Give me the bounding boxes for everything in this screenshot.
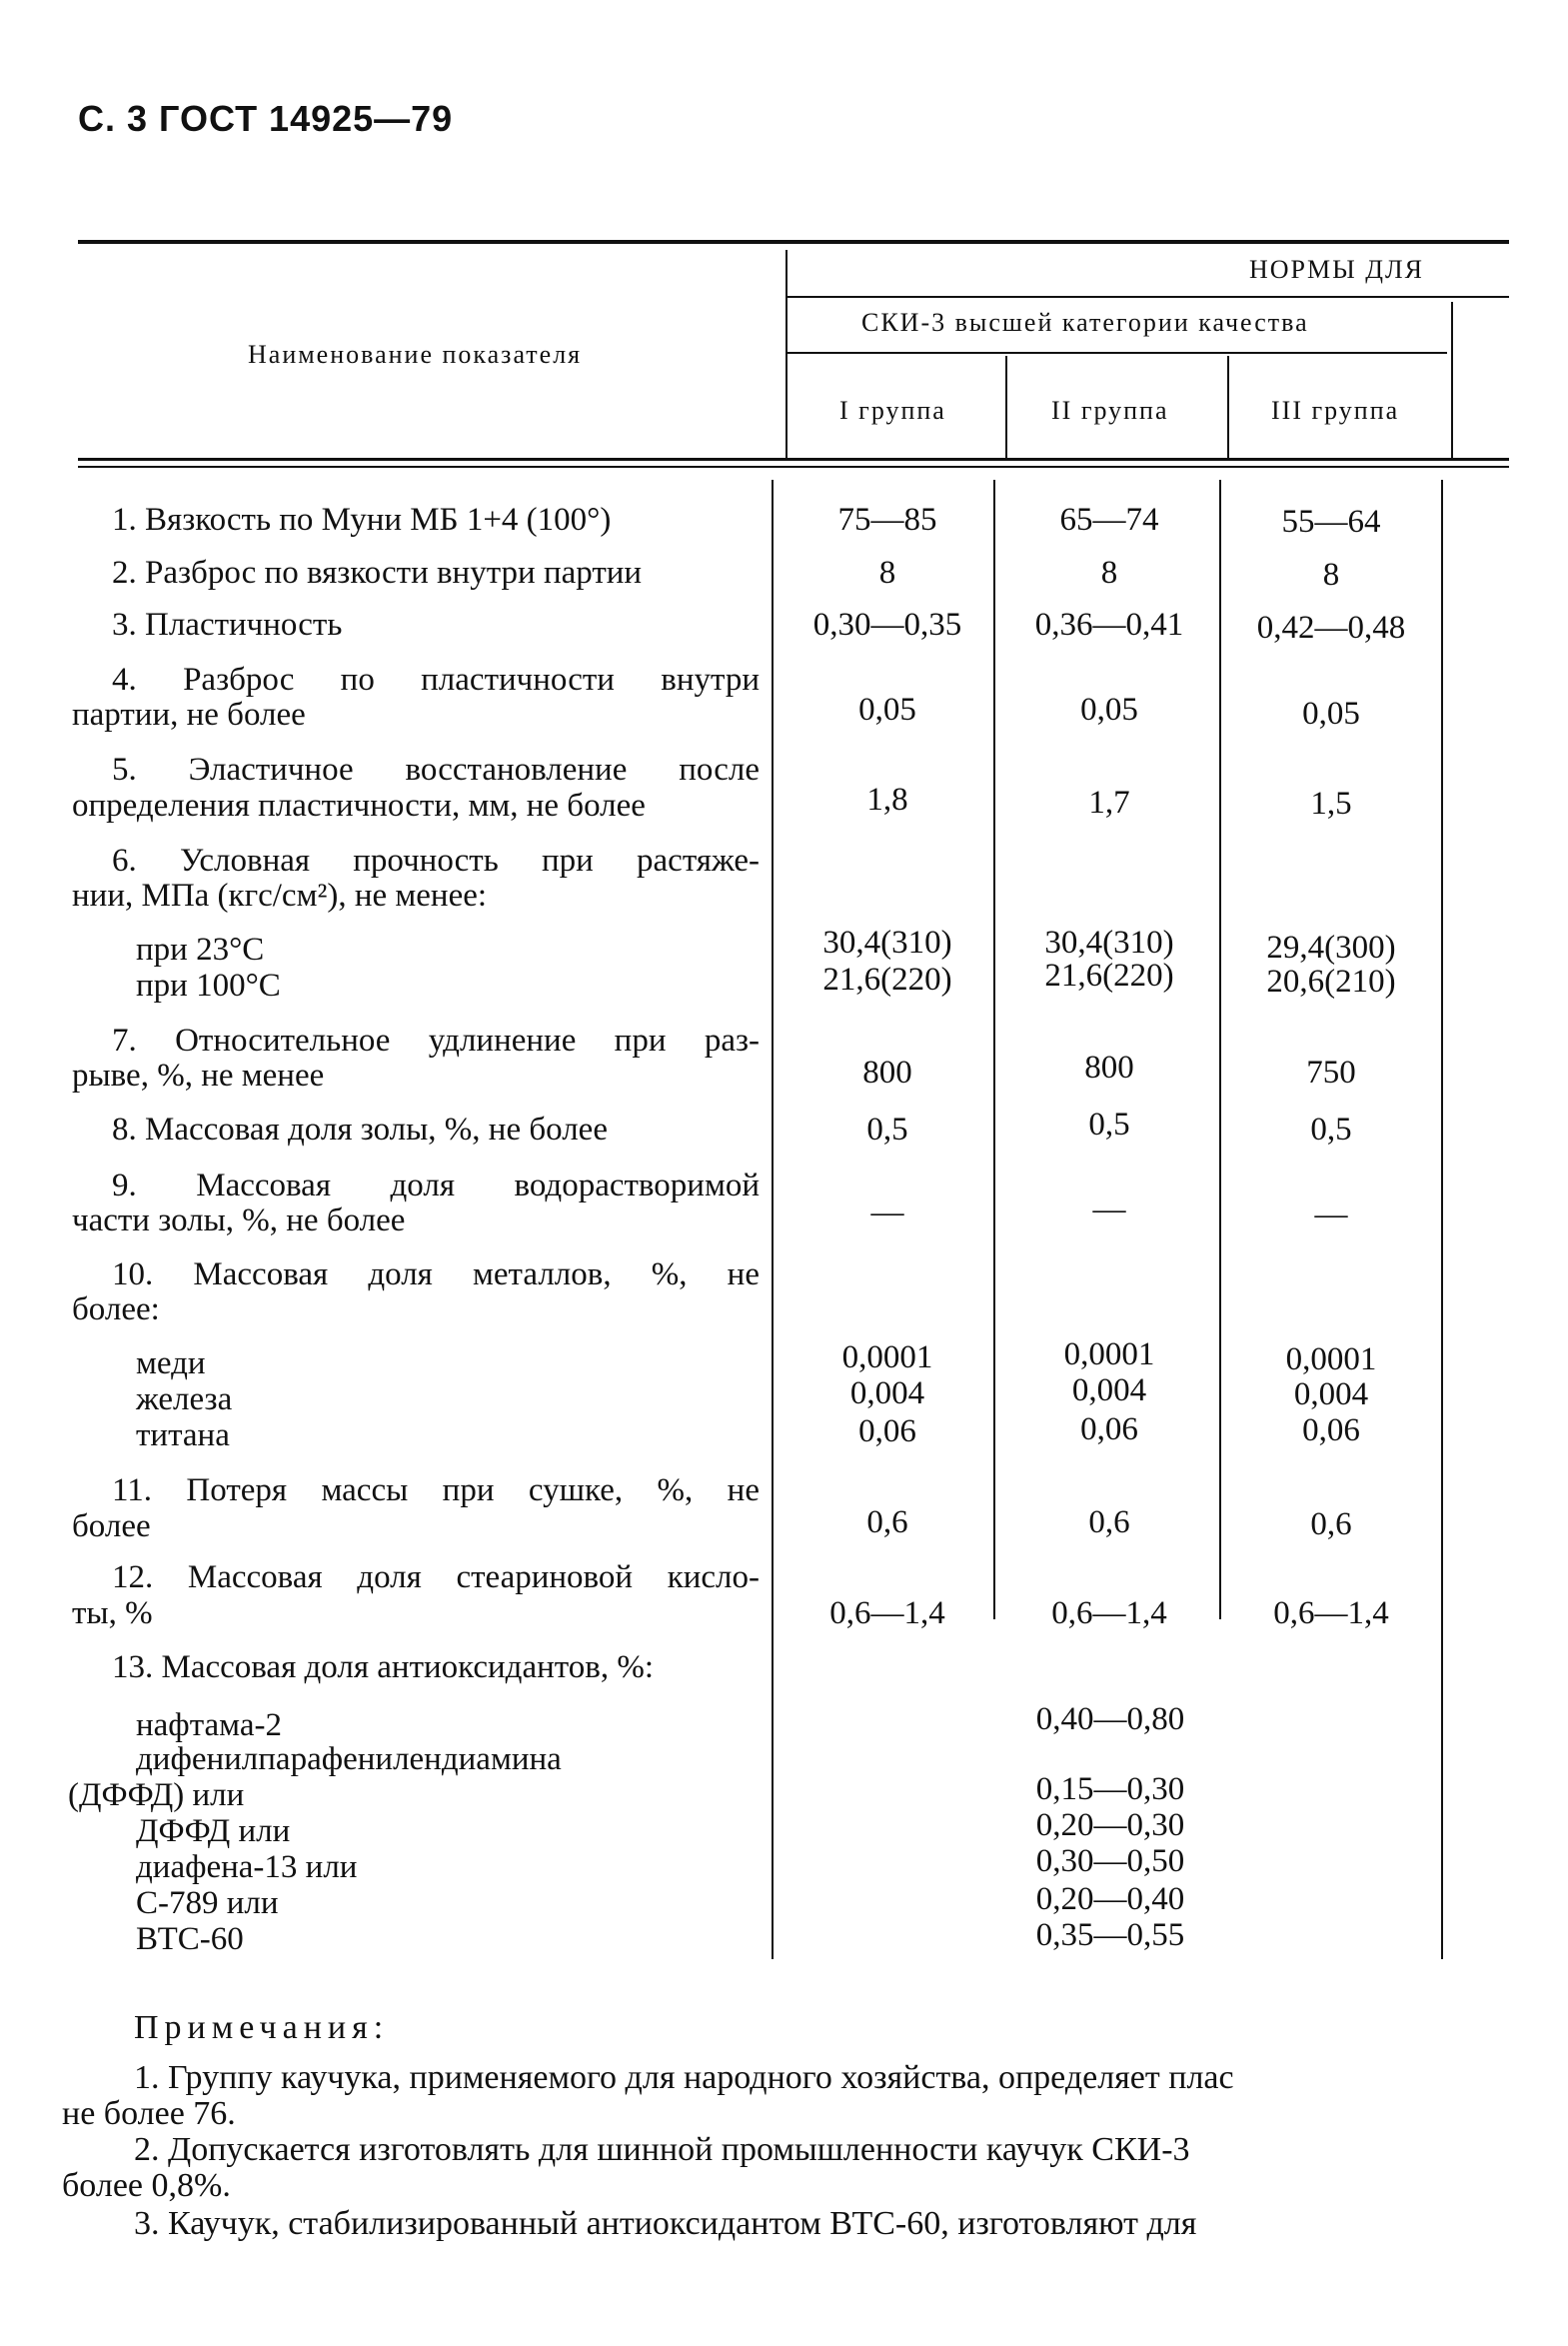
- row-8-label: 8. Массовая доля золы, %, не более: [112, 1112, 608, 1148]
- row-13a-value-2: 0,15—0,30: [1035, 1771, 1185, 1807]
- column-header-name: Наименование показателя: [248, 340, 583, 369]
- row-3-value-2: 0,36—0,41: [1034, 607, 1184, 643]
- row-8-value-1: 0,5: [866, 1112, 908, 1148]
- row-9-value-1: —: [870, 1194, 904, 1230]
- row-8-value-2: 0,5: [1088, 1107, 1130, 1143]
- row-13a-label-4: ДФФД или: [136, 1813, 291, 1849]
- category-underline: [787, 352, 1447, 354]
- row-2-value-2: 8: [1100, 555, 1118, 591]
- row-5-value-1: 1,8: [866, 782, 908, 818]
- notes-heading: Примечания:: [134, 2009, 390, 2046]
- row-5-label-line-1: [112, 752, 760, 789]
- row-12-label-line-2: ты, %: [72, 1595, 153, 1631]
- row-13a-label-1: нафтама-2: [136, 1707, 282, 1743]
- row-4-label-text-1: 4. Разброс по пластичности внутри: [112, 662, 760, 698]
- note-2-line-2: более 0,8%.: [62, 2167, 231, 2204]
- row-3-value-1: 0,30—0,35: [812, 607, 962, 643]
- row-5-label-text-1: 5. Эластичное восстановление после: [112, 752, 760, 788]
- row-6a-value-2b: 21,6(220): [1044, 958, 1174, 994]
- row-10-label-line-1: [112, 1256, 760, 1293]
- row-5-value-3: 1,5: [1310, 786, 1352, 822]
- row-13a-label-3: (ДФФД) или: [68, 1777, 245, 1813]
- row-13-label: 13. Массовая доля антиоксидантов, %:: [112, 1649, 654, 1685]
- row-10a-value-3b: 0,004: [1293, 1376, 1369, 1412]
- group-header-1: I группа: [839, 396, 946, 425]
- row-4-value-1: 0,05: [858, 692, 916, 728]
- row-6a-label-2: при 100°С: [136, 968, 281, 1004]
- col-divider-3: [1227, 356, 1229, 460]
- row-10a-value-3a: 0,0001: [1285, 1341, 1377, 1377]
- row-10a-value-1c: 0,06: [858, 1413, 916, 1449]
- row-12-value-3: 0,6—1,4: [1273, 1595, 1389, 1631]
- row-10a-label-1: меди: [136, 1345, 206, 1381]
- row-9-value-2: —: [1092, 1191, 1126, 1227]
- row-7-label-text-1: 7. Относительное удлинение при раз-: [112, 1023, 760, 1059]
- row-6-label-line-1: [112, 843, 760, 880]
- row-11-label-line-2: более: [72, 1508, 151, 1544]
- row-13a-value-5: 0,20—0,40: [1035, 1881, 1185, 1917]
- group-header-2: II группа: [1051, 396, 1169, 425]
- row-1-label: 1. Вязкость по Муни МБ 1+4 (100°): [112, 502, 612, 538]
- col-divider-2: [1005, 356, 1007, 460]
- row-9-value-3: —: [1314, 1196, 1348, 1232]
- row-2-value-3: 8: [1322, 557, 1340, 593]
- note-1-line-2: не более 76.: [62, 2095, 236, 2132]
- row-9-label-line-2: части золы, %, не более: [72, 1202, 406, 1238]
- row-10a-value-3c: 0,06: [1302, 1412, 1360, 1448]
- row-10a-value-1a: 0,0001: [841, 1339, 933, 1375]
- row-12-value-2: 0,6—1,4: [1051, 1595, 1167, 1631]
- row-8-value-3: 0,5: [1310, 1112, 1352, 1148]
- category-header: СКИ-3 высшей категории качества: [861, 308, 1309, 337]
- row-7-value-2: 800: [1084, 1050, 1134, 1086]
- row-10a-label-2: железа: [136, 1381, 233, 1417]
- row-13a-value-1: 0,40—0,80: [1035, 1701, 1185, 1737]
- row-7-label-line-2: рыве, %, не менее: [72, 1058, 325, 1094]
- row-4-label-line-2: партии, не более: [72, 697, 306, 733]
- row-12-label-line-1: [112, 1559, 760, 1596]
- row-11-value-3: 0,6: [1310, 1506, 1352, 1542]
- row-9-label-line-1: [112, 1168, 760, 1204]
- row-5-value-2: 1,7: [1088, 785, 1130, 821]
- table-top-rule: [78, 240, 1509, 244]
- table-header-bottom-rule-2: [78, 466, 1509, 468]
- note-2-line-1: 2. Допускается изготовлять для шинной промышленности каучук СКИ-3: [134, 2131, 1190, 2168]
- row-10a-value-1b: 0,004: [849, 1375, 925, 1411]
- note-1-line-1: 1. Группу каучука, применяемого для народного хозяйства, определяет плас: [134, 2059, 1234, 2096]
- row-7-value-1: 800: [862, 1055, 912, 1091]
- row-12-value-1: 0,6—1,4: [829, 1595, 945, 1631]
- row-11-value-1: 0,6: [866, 1504, 908, 1540]
- col-divider-1: [785, 250, 787, 460]
- row-13a-label-7: ВТС-60: [136, 1921, 244, 1957]
- row-6-label-line-2: нии, МПа (кгс/см²), не менее:: [72, 878, 488, 914]
- row-13a-value-3: 0,20—0,30: [1035, 1807, 1185, 1843]
- row-6a-value-1a: 30,4(310): [822, 925, 952, 961]
- row-1-value-1: 75—85: [837, 502, 937, 538]
- row-1-value-3: 55—64: [1281, 504, 1381, 540]
- body-divider-1: [772, 480, 774, 1959]
- row-4-value-2: 0,05: [1080, 692, 1138, 728]
- row-13a-label-5: диафена-13 или: [136, 1849, 358, 1885]
- row-11-value-2: 0,6: [1088, 1504, 1130, 1540]
- row-4-label-line-1: [112, 662, 760, 699]
- row-12-label-text-1: 12. Массовая доля стеариновой кисло-: [112, 1559, 760, 1595]
- row-13a-value-4: 0,30—0,50: [1035, 1843, 1185, 1879]
- row-6a-label-1: при 23°С: [136, 932, 265, 968]
- row-10-label-text-1: 10. Массовая доля металлов, %, не: [112, 1256, 760, 1292]
- row-6a-value-3b: 20,6(210): [1266, 964, 1396, 1000]
- row-13a-value-6: 0,35—0,55: [1035, 1917, 1185, 1953]
- row-13a-label-6: С-789 или: [136, 1885, 279, 1921]
- row-6a-value-1b: 21,6(220): [822, 962, 952, 998]
- row-3-value-3: 0,42—0,48: [1256, 610, 1406, 646]
- row-10a-value-2b: 0,004: [1071, 1372, 1147, 1408]
- row-1-value-2: 65—74: [1059, 502, 1159, 538]
- row-6-label-text-1: 6. Условная прочность при растяже-: [112, 843, 760, 879]
- page-header: С. 3 ГОСТ 14925—79: [78, 98, 454, 139]
- row-7-value-3: 750: [1306, 1055, 1356, 1091]
- row-10-label-line-2: более:: [72, 1291, 160, 1327]
- row-2-label: 2. Разброс по вязкости внутри партии: [112, 555, 643, 591]
- row-13a-label-2: дифенилпарафенилендиамина: [136, 1741, 562, 1777]
- norms-header: НОРМЫ ДЛЯ: [1249, 255, 1425, 284]
- row-5-label-line-2: определения пластичности, мм, не более: [72, 788, 646, 824]
- row-7-label-line-1: [112, 1023, 760, 1060]
- table-header-bottom-rule: [78, 458, 1509, 461]
- row-6a-value-2a: 30,4(310): [1044, 925, 1174, 961]
- note-3-line-1: 3. Каучук, стабилизированный антиоксидантом ВТС-60, изготовляют для: [134, 2205, 1197, 2242]
- row-10a-label-3: титана: [136, 1417, 230, 1453]
- norms-underline: [787, 296, 1509, 298]
- row-11-label-text-1: 11. Потеря массы при сушке, %, не: [112, 1472, 760, 1508]
- row-11-label-line-1: [112, 1472, 760, 1509]
- row-4-value-3: 0,05: [1302, 696, 1360, 732]
- group-header-3: III группа: [1271, 396, 1400, 425]
- row-9-label-text-1: 9. Массовая доля водорастворимой: [112, 1168, 760, 1203]
- row-3-label: 3. Пластичность: [112, 607, 343, 643]
- row-10a-value-2a: 0,0001: [1063, 1336, 1155, 1372]
- row-6a-value-3a: 29,4(300): [1266, 930, 1396, 966]
- row-2-value-1: 8: [878, 555, 896, 591]
- row-10a-value-2c: 0,06: [1080, 1411, 1138, 1447]
- col-divider-4: [1451, 302, 1453, 460]
